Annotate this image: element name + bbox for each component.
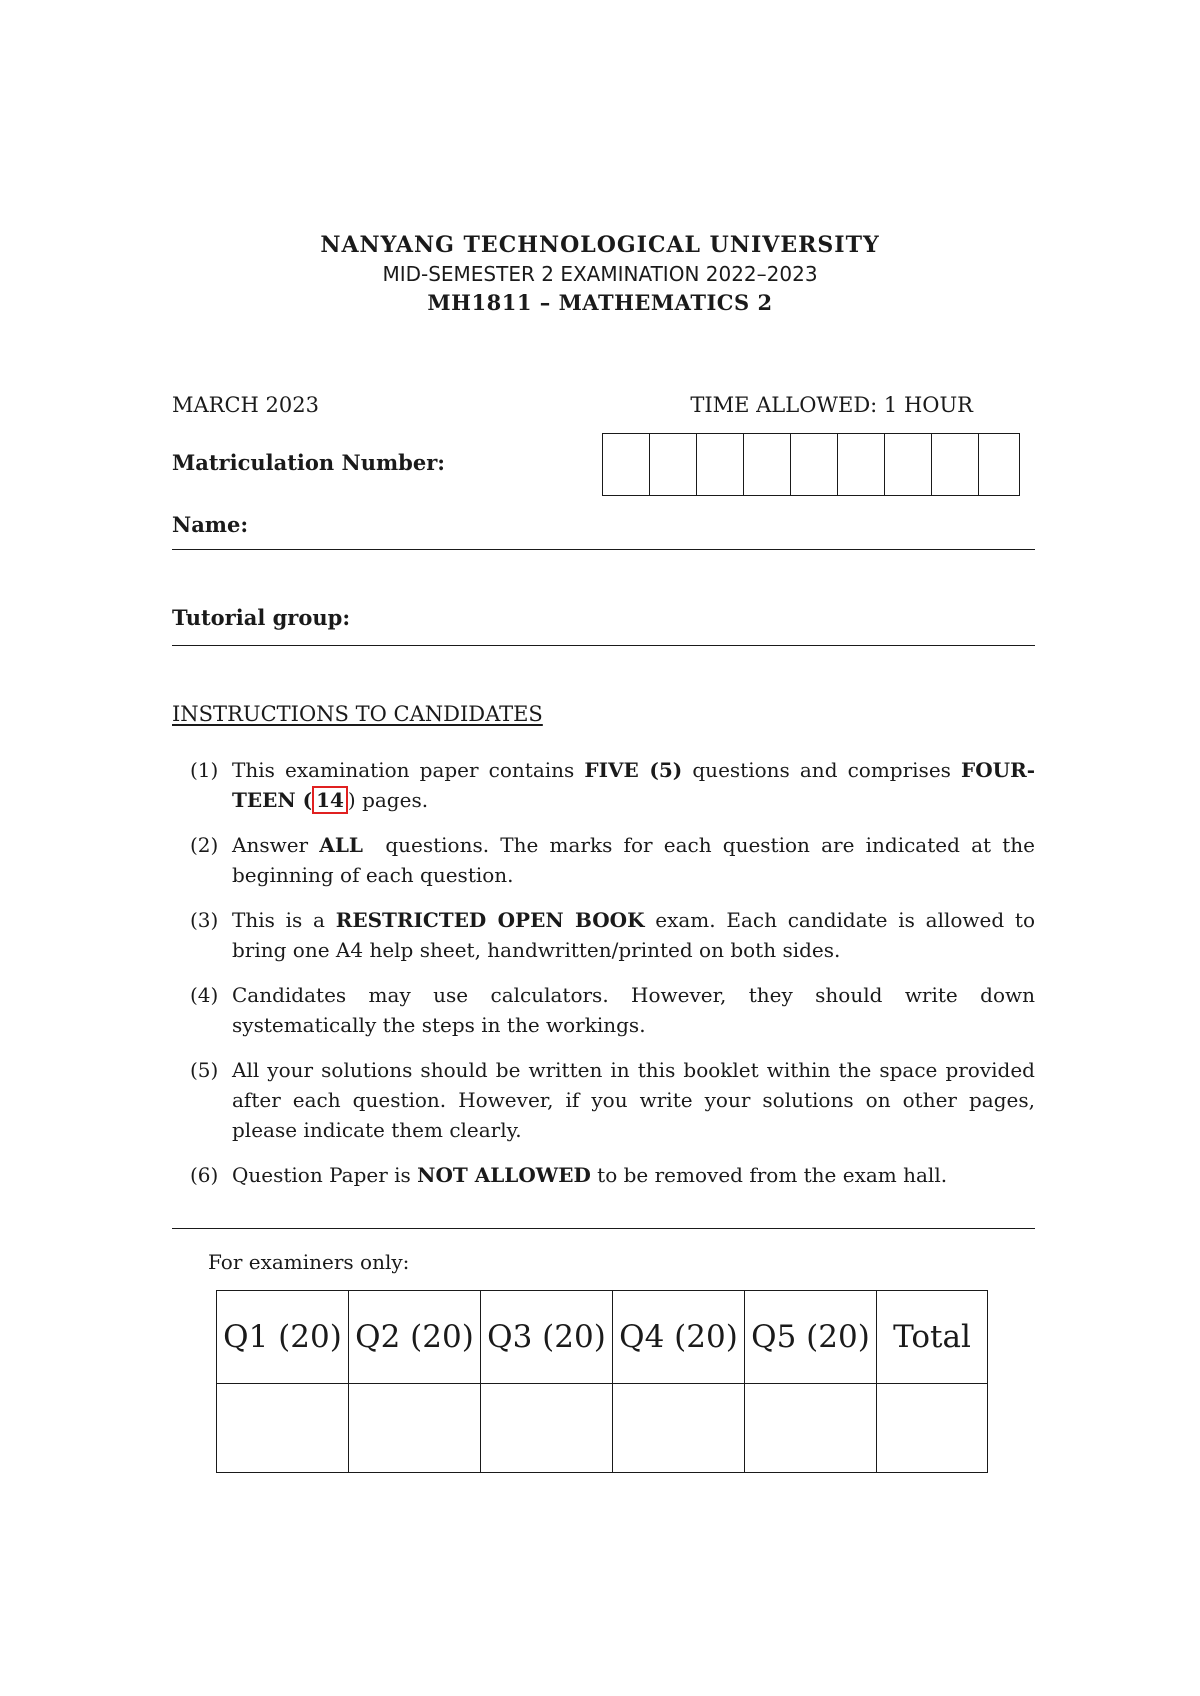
section-divider: [172, 1228, 1035, 1229]
instruction-item: [172, 830, 1042, 890]
text-span: This is a: [232, 908, 336, 932]
text-span: This examination paper contains: [232, 758, 585, 782]
exam-date: MARCH 2023: [172, 393, 319, 417]
text-span: Question Paper is: [232, 1163, 418, 1187]
matric-box[interactable]: [791, 434, 838, 495]
examiners-label: For examiners only:: [208, 1250, 410, 1274]
matric-box[interactable]: [838, 434, 885, 495]
text-span: Answer: [232, 833, 320, 857]
text-span: ) pages.: [347, 788, 429, 812]
bold-span: FOUR-TEEN (: [232, 758, 1036, 812]
exam-title: MID-SEMESTER 2 EXAMINATION 2022–2023: [382, 262, 818, 286]
instruction-text: [232, 830, 1042, 890]
bold-span: RESTRICTED OPEN BOOK: [335, 908, 645, 932]
marks-entry-cell[interactable]: [349, 1384, 481, 1473]
matric-box[interactable]: [697, 434, 744, 495]
matric-box[interactable]: [885, 434, 932, 495]
marks-header-cell: Q1 (20): [217, 1291, 349, 1384]
instruction-number: (4): [190, 983, 219, 1007]
instruction-item: [172, 1055, 1035, 1145]
instructions-list: [172, 755, 1042, 1205]
marks-header-row: [217, 1291, 988, 1384]
instruction-item: [172, 1160, 1035, 1190]
marks-table: [216, 1290, 988, 1473]
matric-box[interactable]: [979, 434, 1019, 495]
matric-number-boxes[interactable]: [602, 433, 1020, 496]
time-allowed: TIME ALLOWED: 1 HOUR: [690, 393, 973, 417]
marks-header-cell: Q5 (20): [745, 1291, 877, 1384]
text-span: questions. The marks for each question are indicated at the beginning of each question.: [232, 833, 1042, 887]
marks-entry-cell[interactable]: [877, 1384, 988, 1473]
matric-box[interactable]: [932, 434, 979, 495]
instruction-text: [232, 905, 1035, 965]
instruction-number: (5): [190, 1058, 219, 1082]
instruction-text: [232, 1160, 1035, 1190]
highlighted-page-count: 14: [312, 786, 348, 814]
text-span: exam. Each candidate is allowed to bring one A4 help sheet, handwritten/printed on both sides.: [232, 908, 1035, 962]
text-span: questions and comprises: [682, 758, 962, 782]
tutorial-line[interactable]: [172, 645, 1035, 646]
name-label: Name:: [172, 512, 249, 537]
marks-header-cell: Q4 (20): [613, 1291, 745, 1384]
matric-box[interactable]: [650, 434, 697, 495]
bold-span: FIVE (5): [584, 758, 683, 782]
instruction-number: (2): [190, 833, 219, 857]
instruction-number: (6): [190, 1163, 219, 1187]
instruction-item: [172, 755, 1035, 815]
marks-entry-cell[interactable]: [613, 1384, 745, 1473]
instruction-number: (1): [190, 758, 219, 782]
matric-box[interactable]: [744, 434, 791, 495]
matric-box[interactable]: [603, 434, 650, 495]
instruction-text: Candidates may use calculators. However, they should write down systematically the steps in the workings.: [232, 983, 1035, 1037]
marks-header-cell: Q3 (20): [481, 1291, 613, 1384]
matric-label: Matriculation Number:: [172, 450, 446, 475]
instruction-number: (3): [190, 908, 219, 932]
marks-header-cell: Q2 (20): [349, 1291, 481, 1384]
bold-span: ALL: [319, 833, 363, 857]
bold-span: NOT ALLOWED: [417, 1163, 591, 1187]
name-line[interactable]: [172, 549, 1035, 550]
course-title: MH1811 – MATHEMATICS 2: [427, 290, 773, 315]
instruction-text: [232, 755, 1035, 815]
instruction-item: [172, 905, 1035, 965]
marks-entry-cell[interactable]: [481, 1384, 613, 1473]
tutorial-label: Tutorial group:: [172, 605, 351, 630]
text-span: to be removed from the exam hall.: [590, 1163, 948, 1187]
marks-entry-cell[interactable]: [217, 1384, 349, 1473]
instruction-item: [172, 980, 1035, 1040]
instruction-text: All your solutions should be written in this booklet within the space provided after each question. However, if you write your solutions on other pages, please indicate them clearly.: [232, 1058, 1035, 1142]
university-title: NANYANG TECHNOLOGICAL UNIVERSITY: [320, 232, 880, 258]
instructions-heading: INSTRUCTIONS TO CANDIDATES: [172, 702, 543, 726]
marks-entry-row: [217, 1384, 988, 1473]
marks-entry-cell[interactable]: [745, 1384, 877, 1473]
marks-header-cell: Total: [877, 1291, 988, 1384]
